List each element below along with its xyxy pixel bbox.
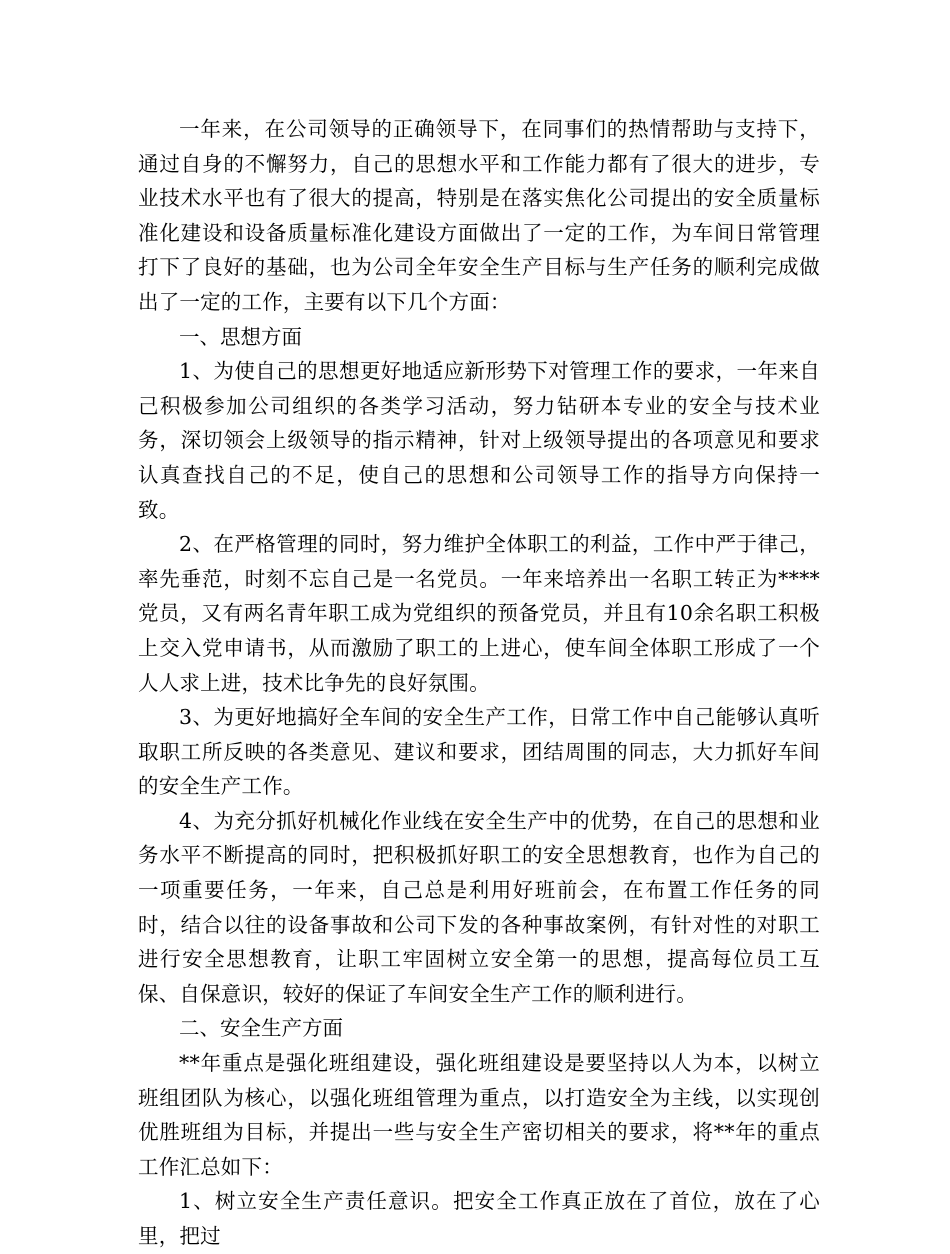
document-body	[138, 112, 820, 1254]
paragraph-ideology-1: 1、为使自己的思想更好地适应新形势下对管理工作的要求，一年来自己积极参加公司组织的各类学习活动，努力钻研本专业的安全与技术业务，深切领会上级领导的指示精神，针对上级领导提出的各项意见和要求认真查找自己的不足，使自己的思想和公司领导工作的指导方向保持一致。	[138, 359, 820, 522]
paragraph-ideology-4: 4、为充分抓好机械化作业线在安全生产中的优势，在自己的思想和业务水平不断提高的同时，把积极抓好职工的安全思想教育，也作为自己的一项重要任务，一年来，自己总是利用好班前会，在布置工作任务的同时，结合以往的设备事故和公司下发的各种事故案例，有针对性的对职工进行安全思想教育，让职工牢固树立安全第一的思想，提高每位员工互保、自保意识，较好的保证了车间安全生产工作的顺利进行。	[138, 808, 820, 1006]
paragraph-safety-intro: **年重点是强化班组建设，强化班组建设是要坚持以人为本，以树立班组团队为核心，以强化班组管理为重点，以打造安全为主线，以实现创优胜班组为目标，并提出一些与安全生产密切相关的要求，将**年的重点工作汇总如下：	[138, 1051, 820, 1179]
paragraph-ideology-2: 2、在严格管理的同时，努力维护全体职工的利益，工作中严于律己，率先垂范，时刻不忘自己是一名党员。一年来培养出一名职工转正为****党员，又有两名青年职工成为党组织的预备党员，并且有10余名职工积极上交入党申请书，从而激励了职工的上进心，使车间全体职工形成了一个人人求上进，技术比争先的良好氛围。	[138, 532, 820, 695]
paragraph-safety-1: 1、树立安全生产责任意识。把安全工作真正放在了首位，放在了心里，把过	[138, 1189, 820, 1248]
paragraph-intro: 一年来，在公司领导的正确领导下，在同事们的热情帮助与支持下，通过自身的不懈努力，自己的思想水平和工作能力都有了很大的进步，专业技术水平也有了很大的提高，特别是在落实焦化公司提出的安全质量标准化建设和设备质量标准化建设方面做出了一定的工作，为车间日常管理打下了良好的基础，也为公司全年安全生产目标与生产任务的顺利完成做出了一定的工作，主要有以下几个方面：	[138, 117, 820, 314]
paragraph-ideology-3: 3、为更好地搞好全车间的安全生产工作，日常工作中自己能够认真听取职工所反映的各类意见、建议和要求，团结周围的同志，大力抓好车间的安全生产工作。	[138, 705, 820, 799]
section-heading-ideology: 一、思想方面	[179, 324, 302, 349]
section-heading-safety: 二、安全生产方面	[179, 1016, 343, 1041]
